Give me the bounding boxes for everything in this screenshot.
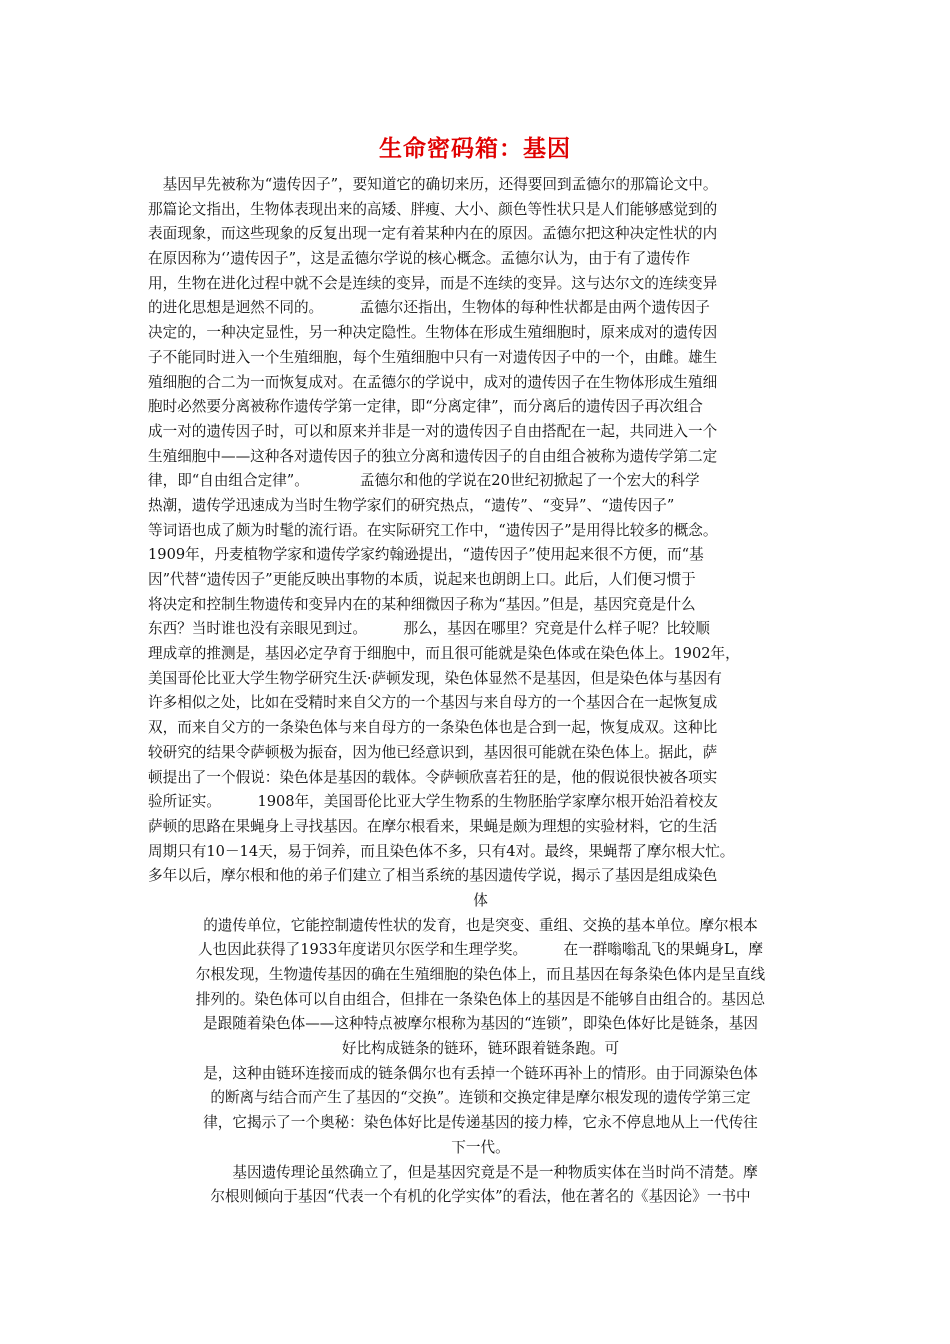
- text-line: 理成章的推测是，基因必定孕育于细胞中，而且很可能就是染色体或在染色体上。1902年，: [148, 645, 740, 663]
- text-line: 顿提出了一个假说：染色体是基因的载体。令萨顿欣喜若狂的是，他的假说很快被各项实: [148, 768, 718, 786]
- text-line: 等词语也成了颇为时髦的流行语。在实际研究工作中，“遗传因子”是用得比较多的概念。: [148, 521, 718, 539]
- text-line: 的进化思想是迥然不同的。 孟德尔还指出，生物体的每种性状都是由两个遗传因子: [148, 299, 710, 317]
- text-line: 热潮，遗传学迅速成为当时生物学家们的研究热点，“遗传”、“变异”、“遗传因子”: [148, 496, 675, 514]
- text-line: 尔根则倾向于基因“代表一个有机的化学实体”的看法，他在著名的《基因论》一书中: [210, 1188, 751, 1206]
- text-line: 那篇论文指出，生物体表现出来的高矮、胖瘦、大小、颜色等性状只是人们能够感觉到的: [148, 200, 718, 218]
- text-line: 生殖细胞中——这种各对遗传因子的独立分离和遗传因子的自由组合被称为遗传学第二定: [148, 447, 718, 465]
- text-line: 基因遗传理论虽然确立了，但是基因究竟是不是一种物质实体在当时尚不清楚。摩: [203, 1163, 758, 1181]
- text-line: 的遗传单位，它能控制遗传性状的发育，也是突变、重组、交换的基本单位。摩尔根本: [203, 916, 758, 934]
- text-line: 多年以后，摩尔根和他的弟子们建立了相当系统的基因遗传学说，揭示了基因是组成染色: [148, 867, 718, 885]
- text-line: 人也因此获得了1933年度诺贝尔医学和生理学奖。 在一群嗡嗡乱飞的果蝇身L，摩: [198, 941, 763, 959]
- text-line: 萨顿的思路在果蝇身上寻找基因。在摩尔根看来，果蝇是颇为理想的实验材料，它的生活: [148, 817, 718, 835]
- text-line: 东西？当时谁也没有亲眼见到过。 那么，基因在哪里？究竟是什么样子呢？比较顺: [148, 620, 710, 638]
- text-line: 的断离与结合而产生了基因的“交换”。连锁和交换定律是摩尔根发现的遗传学第三定: [210, 1089, 751, 1107]
- text-line: 表面现象，而这些现象的反复出现一定有着某种内在的原因。孟德尔把这种决定性状的内: [148, 225, 718, 243]
- text-line: 周期只有10－14天，易于饲养，而且染色体不多，只有4对。最终，果蝇帮了摩尔根大忙。: [148, 842, 735, 860]
- text-line: 是跟随着染色体——这种特点被摩尔根称为基因的“连锁”，即染色体好比是链条，基因: [203, 1015, 758, 1033]
- text-line: 胞时必然要分离被称作遗传学第一定律，即“分离定律”，而分离后的遗传因子再次组合: [148, 398, 703, 416]
- text-line: 尔根发现，生物遗传基因的确在生殖细胞的染色体上，而且基因在每条染色体内是呈直线: [195, 966, 766, 983]
- text-line: 双，而来自父方的一条染色体与来自母方的一条染色体也是合到一起，恢复成双。这种比: [148, 719, 718, 737]
- text-line: 律，它揭示了一个奥秘：染色体好比是传递基因的接力棒，它永不停息地从上一代传往: [203, 1114, 758, 1132]
- text-line: 验所证实。 1908年，美国哥伦比亚大学生物系的生物胚胎学家摩尔根开始沿着校友: [148, 793, 718, 811]
- text-line: 子不能同时进入一个生殖细胞，每个生殖细胞中只有一对遗传因子中的一个，由雌。雄生: [148, 348, 718, 366]
- text-line: 用，生物在进化过程中就不会是连续的变异，而是不连续的变异。这与达尔文的连续变异: [148, 274, 718, 292]
- text-line: 成一对的遗传因子时，可以和原来并非是一对的遗传因子自由搭配在一起，共同进入一个: [148, 422, 718, 440]
- text-line: 因”代替“遗传因子”更能反映出事物的本质，说起来也朗朗上口。此后，人们便习惯于: [148, 571, 696, 588]
- text-line: 是，这种由链环连接而成的链条偶尔也有丢掉一个链环再补上的情形。由于同源染色体: [203, 1064, 758, 1082]
- text-line: 美国哥伦比亚大学生物学研究生沃·萨顿发现，染色体显然不是基因，但是染色体与基因有: [148, 669, 722, 687]
- text-line: 好比构成链条的链环，链环跟着链条跑。可: [341, 1040, 620, 1058]
- text-line: 下一代。: [451, 1138, 510, 1156]
- text-line: 基因早先被称为“遗传因子”，要知道它的确切来历，还得要回到孟德尔的那篇论文中。: [148, 176, 718, 193]
- text-line: 将决定和控制生物遗传和变异内在的某种细微因子称为“基因。”但是，基因究竟是什么: [148, 595, 696, 613]
- text-line: 决定的，一种决定显性，另一种决定隐性。生物体在形成生殖细胞时，原来成对的遗传因: [148, 324, 718, 342]
- text-line: 许多相似之处，比如在受精时来自父方的一个基因与来自母方的一个基因合在一起恢复成: [148, 694, 718, 712]
- text-line: 排列的。染色体可以自由组合，但排在一条染色体上的基因是不能够自由组合的。基因总: [195, 990, 766, 1008]
- text-line: 在原因称为‘’遗传因子”，这是孟德尔学说的核心概念。孟德尔认为，由于有了遗传作: [148, 250, 691, 268]
- text-line: 殖细胞的合二为一而恢复成对。在孟德尔的学说中，成对的遗传因子在生物体形成生殖细: [148, 373, 718, 391]
- text-line: 较研究的结果令萨顿极为振奋，因为他已经意识到，基因很可能就在染色体上。据此，萨: [148, 743, 718, 761]
- text-line: 体: [473, 891, 488, 909]
- text-line: 1909年，丹麦植物学家和遗传学家约翰逊提出，“遗传因子”使用起来很不方便，而“基: [148, 546, 704, 564]
- document-body: [148, 173, 813, 1210]
- document-title: 生命密码箱：基因: [379, 136, 571, 162]
- text-line: 律，即“自由组合定律”。 孟德尔和他的学说在20世纪初掀起了一个宏大的科学: [148, 472, 700, 490]
